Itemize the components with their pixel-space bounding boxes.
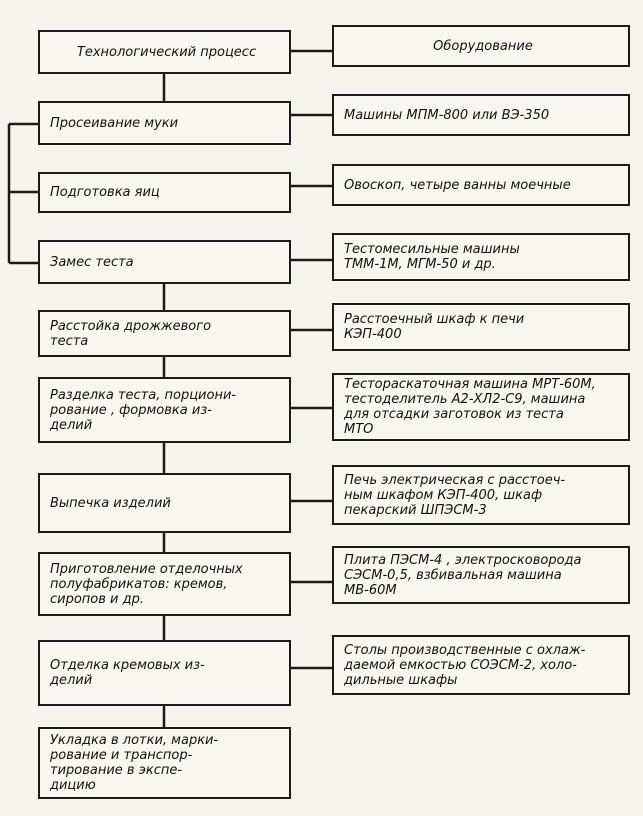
- process-step-3: Замес теста: [38, 240, 291, 284]
- equipment-1: Машины МПМ-800 или ВЭ-350: [332, 94, 630, 136]
- process-step-8: Отделка кремовых из- делий: [38, 640, 291, 706]
- process-step-1: Просеивание муки: [38, 101, 291, 145]
- final-step-box: Укладка в лотки, марки- рование и транспор- тирование в экспе- дицию: [38, 727, 291, 799]
- equipment-3: Тестомесильные машины ТММ-1М, МГМ-50 и др.: [332, 233, 630, 281]
- header-process-box: Технологический процесс: [38, 30, 291, 74]
- equipment-8: Столы производственные с охлаж- даемой емкостью СОЭСМ-2, холо- дильные шкафы: [332, 635, 630, 695]
- equipment-6: Печь электрическая с расстоеч- ным шкафом КЭП-400, шкаф пекарский ШПЭСМ-3: [332, 465, 630, 525]
- equipment-4: Расстоечный шкаф к печи КЭП-400: [332, 303, 630, 351]
- process-step-5: Разделка теста, порциони- рование , формовка из- делий: [38, 377, 291, 443]
- header-equipment-box: Оборудование: [332, 25, 630, 67]
- process-step-7: Приготовление отделочных полуфабрикатов: кремов, сиропов и др.: [38, 552, 291, 616]
- process-step-4: Расстойка дрожжевого теста: [38, 310, 291, 357]
- process-step-6: Выпечка изделий: [38, 473, 291, 533]
- equipment-5: Тестораскаточная машина МРТ-60М, тестоделитель А2-ХЛ2-С9, машина для отсадки заготовок из теста МТО: [332, 373, 630, 441]
- equipment-2: Овоскоп, четыре ванны моечные: [332, 164, 630, 206]
- process-step-2: Подготовка яиц: [38, 172, 291, 213]
- equipment-7: Плита ПЭСМ-4 , электросковорода СЭСМ-0,5, взбивальная машина МВ-60М: [332, 546, 630, 604]
